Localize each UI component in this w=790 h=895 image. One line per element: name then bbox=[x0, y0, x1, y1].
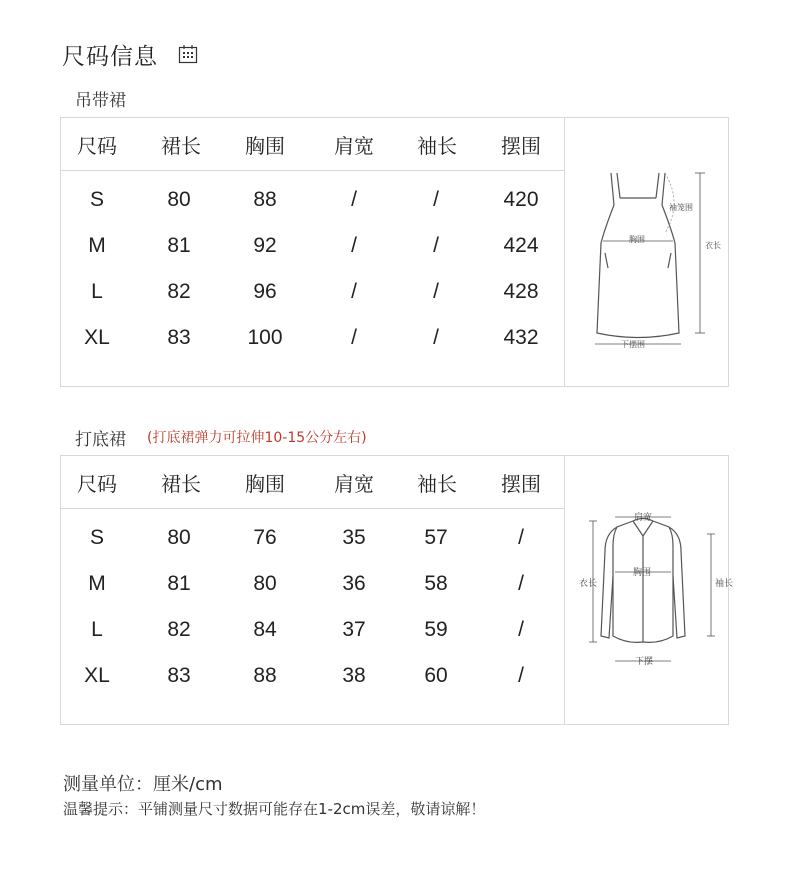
cell-hem: / bbox=[518, 526, 524, 549]
table-header bbox=[61, 118, 564, 171]
cell-skirt-length: 83 bbox=[167, 326, 191, 349]
header-size: 尺码 bbox=[77, 134, 117, 158]
cell-shoulder: / bbox=[351, 280, 357, 303]
table-row bbox=[61, 664, 564, 704]
table-row bbox=[61, 618, 564, 658]
grid-calendar-icon bbox=[178, 44, 198, 64]
cell-sleeve: / bbox=[433, 188, 439, 211]
shirt-diagram-icon bbox=[565, 456, 734, 724]
cell-size: XL bbox=[84, 326, 110, 349]
cell-skirt-length: 81 bbox=[167, 234, 191, 257]
cell-skirt-length: 82 bbox=[167, 280, 191, 303]
header-skirt-length: 裙长 bbox=[161, 472, 201, 496]
cell-hem: 424 bbox=[503, 234, 539, 257]
cell-hem: 420 bbox=[503, 188, 539, 211]
cell-size: M bbox=[88, 572, 106, 595]
size-table-base-dress bbox=[60, 455, 734, 725]
diagram-label-hem: 下摆围 bbox=[621, 340, 645, 349]
cell-size: L bbox=[91, 618, 103, 641]
cell-skirt-length: 80 bbox=[167, 188, 191, 211]
cell-chest: 76 bbox=[253, 526, 277, 549]
cell-chest: 96 bbox=[253, 280, 277, 303]
cell-chest: 88 bbox=[253, 188, 277, 211]
cell-shoulder: 37 bbox=[342, 618, 366, 641]
cell-shoulder: / bbox=[351, 234, 357, 257]
diagram-label-length: 衣长 bbox=[705, 241, 721, 250]
cell-skirt-length: 83 bbox=[167, 664, 191, 687]
diagram-label-chest: 胸围 bbox=[629, 235, 645, 244]
cell-shoulder: 35 bbox=[342, 526, 366, 549]
cell-hem: / bbox=[518, 618, 524, 641]
cell-shoulder: / bbox=[351, 188, 357, 211]
diagram-label-length: 衣长 bbox=[579, 579, 598, 589]
diagram-label-sleeve-width: 袖笼围 bbox=[669, 203, 693, 212]
cell-sleeve: 60 bbox=[424, 664, 448, 687]
cell-size: L bbox=[91, 280, 103, 303]
header-hem: 摆围 bbox=[501, 472, 541, 496]
header-size: 尺码 bbox=[77, 472, 117, 496]
cell-hem: 432 bbox=[503, 326, 539, 349]
cell-sleeve: 59 bbox=[424, 618, 448, 641]
header-shoulder: 肩宽 bbox=[334, 134, 374, 158]
cell-shoulder: / bbox=[351, 326, 357, 349]
cell-shoulder: 36 bbox=[342, 572, 366, 595]
slip-dress-diagram-icon bbox=[565, 118, 730, 386]
section1-label: 吊带裙 bbox=[75, 91, 126, 111]
cell-sleeve: 58 bbox=[424, 572, 448, 595]
cell-hem: 428 bbox=[503, 280, 539, 303]
table-row bbox=[61, 234, 564, 274]
header-hem: 摆围 bbox=[501, 134, 541, 158]
cell-size: XL bbox=[84, 664, 110, 687]
cell-hem: / bbox=[518, 664, 524, 687]
cell-sleeve: / bbox=[433, 280, 439, 303]
header-sleeve: 袖长 bbox=[417, 472, 457, 496]
cell-chest: 92 bbox=[253, 234, 277, 257]
diagram-label-chest: 胸围 bbox=[633, 568, 652, 578]
header-chest: 胸围 bbox=[245, 472, 285, 496]
cell-hem: / bbox=[518, 572, 524, 595]
header-skirt-length: 裙长 bbox=[161, 134, 201, 158]
cell-chest: 100 bbox=[247, 326, 283, 349]
cell-skirt-length: 82 bbox=[167, 618, 191, 641]
table-row bbox=[61, 526, 564, 566]
table-row bbox=[61, 326, 564, 366]
cell-size: M bbox=[88, 234, 106, 257]
header-chest: 胸围 bbox=[245, 134, 285, 158]
cell-sleeve: 57 bbox=[424, 526, 448, 549]
diagram-label-shoulder: 肩宽 bbox=[634, 513, 653, 523]
header-shoulder: 肩宽 bbox=[334, 472, 374, 496]
cell-sleeve: / bbox=[433, 234, 439, 257]
table-header bbox=[61, 456, 564, 509]
cell-size: S bbox=[89, 526, 104, 549]
cell-chest: 80 bbox=[253, 572, 277, 595]
size-table-slip-dress bbox=[60, 117, 729, 387]
cell-shoulder: 38 bbox=[342, 664, 366, 687]
table-row bbox=[61, 280, 564, 320]
measurement-tip: 温馨提示：平铺测量尺寸数据可能存在1-2cm误差，敬请谅解！ bbox=[63, 800, 486, 818]
section2-note: (打底裙弹力可拉伸10-15公分左右) bbox=[147, 430, 367, 446]
header-sleeve: 袖长 bbox=[417, 134, 457, 158]
page-title: 尺码信息 bbox=[62, 44, 158, 70]
measurement-unit: 测量单位：厘米/cm bbox=[63, 774, 223, 795]
diagram-label-sleeve: 袖长 bbox=[715, 579, 734, 589]
table-row bbox=[61, 572, 564, 612]
section2-label: 打底裙 bbox=[75, 430, 126, 450]
cell-chest: 88 bbox=[253, 664, 277, 687]
cell-size: S bbox=[89, 188, 104, 211]
table-row bbox=[61, 188, 564, 228]
cell-chest: 84 bbox=[253, 618, 277, 641]
cell-skirt-length: 80 bbox=[167, 526, 191, 549]
cell-skirt-length: 81 bbox=[167, 572, 191, 595]
diagram-label-hem: 下摆 bbox=[635, 657, 654, 667]
cell-sleeve: / bbox=[433, 326, 439, 349]
